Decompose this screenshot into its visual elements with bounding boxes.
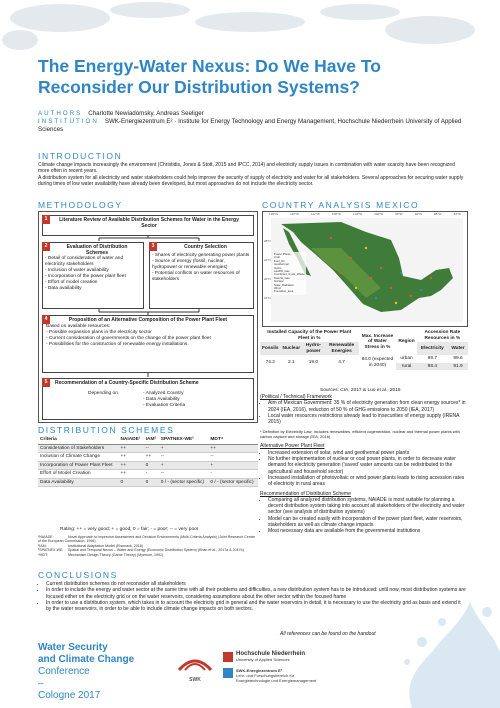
- column-header: Renewable Energies: [329, 343, 355, 354]
- legend-entry: Natural_Gas: [274, 275, 290, 280]
- box-title: Proposition of an Alternative Composition of the Power Plant Fleet: [68, 317, 228, 323]
- definition-note: * Definition by Electricity Law: Includes renewables, efficient cogeneration, nuclear and thermal power plants with carbon capture and storage (IEA, 2016): [260, 429, 460, 440]
- swk-logo-mark: [175, 650, 215, 672]
- table-cell: ++: [118, 461, 143, 470]
- column-header: Electricity: [420, 345, 444, 351]
- hs-logo: [223, 651, 316, 683]
- table-row: [38, 444, 258, 453]
- ez-logo-line: Energietechnologie und Energiemanagement: [236, 678, 317, 683]
- box-number: 5: [42, 378, 50, 387]
- table-cell: 0: [144, 478, 159, 487]
- box-item: - Incorporation of the power plant fleet: [45, 274, 126, 279]
- country-text: [260, 394, 468, 535]
- box-items: [43, 324, 253, 348]
- table-sources: Sources: CIA, 2017 & Luo et al., 2015: [320, 388, 401, 393]
- table-cell: Effort of Model Creation: [38, 470, 118, 479]
- table-cell: 99.7: [427, 356, 438, 361]
- table-cell: 0: [144, 461, 159, 470]
- poster-title: The Energy-Water Nexus: Do We Have To Reconsider Our Distribution Systems?: [38, 56, 381, 97]
- alt-fleet-heading: Alternative Power Plant Fleet: [260, 443, 325, 450]
- table-cell: 0: [118, 478, 143, 487]
- lon-tick: 84°W: [453, 212, 461, 216]
- list-item: • Increased installation of photovoltaic or wind power plants leads to rising accession rates of electricity in rural areas: [268, 475, 468, 488]
- list-item: • Comparing all analyzed distribution systems, NAIADE is most suitable for planning a decent distribution system taking into account all stakeholders of the electricity and water sector (see analysis of distribution systems): [268, 497, 468, 516]
- table-cell: +: [159, 461, 209, 470]
- table-cell: 0 / - (sector specific): [208, 478, 258, 487]
- conclusions-list: [38, 581, 466, 612]
- list-item: • Local water resources restrictions already lead to insecurities of energy supply (IRENA 2015): [268, 413, 468, 426]
- ez-logo-line: Lehr- und Forschungsbereich für: [236, 673, 295, 678]
- ez-logo-name: SWK-Energiezentrum E²: [236, 668, 283, 673]
- box5-depending: Depending on: [88, 391, 118, 396]
- lon-tick: 100°W: [374, 212, 384, 216]
- list-item: • Current distribution schemes do not reconsider all stakeholders: [46, 581, 466, 587]
- table-cell: Incorporation of Power Plant Fleet: [38, 461, 118, 470]
- table-cell: rural: [401, 363, 412, 369]
- list-item: • Aim of Mexican Government: 35 % of electricity generation from clean energy sources* in 2024 (IEA, 2016), reduction of 50 % of GHG emissions to 2050 (IEA, 2017): [268, 400, 468, 413]
- map-lon-ticks: [263, 212, 467, 216]
- box-number: 1: [42, 215, 50, 224]
- table-cell: --: [144, 444, 159, 453]
- footnote: [38, 553, 258, 557]
- mexico-map: [262, 211, 468, 327]
- hs-logo-sub: University of Applied Sciences: [236, 657, 290, 662]
- box-title: Literature Review of Available Distribution Schemes for Water in the Energy Sector: [59, 217, 239, 229]
- column-header: MDT⁴: [208, 436, 258, 444]
- framework-heading: (Political / Technical) Framework: [260, 394, 332, 400]
- method-box-2: [42, 242, 144, 309]
- map-lat-ticks: [264, 232, 271, 308]
- lat-tick: 24°N: [264, 258, 271, 262]
- method-box-3: [149, 242, 254, 309]
- table-cell: Data Availability: [38, 478, 118, 487]
- table-cell: 84.0 (expected in 2040): [361, 357, 394, 368]
- legend-entry: Nuclear: [274, 279, 284, 284]
- list-item: • Increased extension of solar, wind and geothermal power plants: [268, 450, 468, 456]
- table-cell: ++: [208, 444, 258, 453]
- method-box-5: [42, 378, 254, 420]
- footnote: [38, 535, 258, 544]
- legend-entry: Solar_Radiation: [274, 282, 294, 287]
- table-cell: ++: [118, 453, 143, 462]
- lon-tick: 112°W: [311, 212, 320, 216]
- methodology-flow: [38, 211, 258, 423]
- capacity-header: Installed Capacity of the Power Plant Fleet in %: [267, 330, 352, 341]
- distribution-table: [38, 436, 258, 487]
- table-cell: ++: [118, 444, 143, 453]
- table-cell: --: [159, 453, 209, 462]
- rating-legend: Rating: ++ = very good; + = good; 0 = fair; - = poor; -- = very poor: [60, 527, 199, 532]
- capacity-table: [260, 329, 468, 370]
- distribution-heading: DISTRIBUTION SCHEMES: [38, 425, 175, 435]
- table-cell: 4.7: [338, 359, 345, 365]
- table-cell: --: [208, 453, 258, 462]
- table-cell: 19.0: [308, 359, 319, 365]
- table-cell: +: [208, 461, 258, 470]
- box-item: - Possible expansion plans in the electricity sector: [46, 330, 152, 335]
- lat-tick: 28°N: [264, 239, 271, 243]
- table-row: [260, 355, 468, 363]
- box-item: - Effort of model creation: [45, 280, 98, 285]
- box-number: 4: [42, 315, 50, 324]
- conference-block: [38, 642, 134, 702]
- column-header: Hydro-power: [305, 343, 322, 354]
- list-item: • No further implementation of nuclear or coal power plants, in order to decrease water demand for electricity generation ('saved' water amounts can be redistributed to the agricultural and household sector): [268, 456, 468, 475]
- column-header: Water: [451, 345, 465, 351]
- legend-entry: Combined_Cycle_Waste: [274, 272, 305, 277]
- country-heading: COUNTRY ANALYSIS MEXICO: [262, 200, 420, 210]
- swk-logo: [175, 650, 215, 683]
- table-cell: 98.4: [427, 363, 438, 369]
- authors-names: Charlotte Newiadomsky, Andreas Seeliger: [88, 110, 204, 117]
- conclusions-heading: CONCLUSIONS: [38, 570, 118, 580]
- box-number: 3: [149, 242, 157, 251]
- method-box-4: [42, 315, 254, 373]
- authors-label: AUTHORS: [38, 110, 83, 117]
- table-cell: ++: [144, 453, 159, 462]
- conference-line: Cologne 2017: [38, 690, 101, 701]
- column-header: Nuclear: [282, 345, 301, 351]
- lat-tick: 16°N: [264, 296, 271, 300]
- conference-line: Water Security: [38, 642, 108, 653]
- lon-tick: 104°W: [353, 212, 363, 216]
- footnote-text: Novel Approach to Imprecise Assessment and Decision Environments (Multi-Criteria Analysis) (Joint Research Centre of the European Commission, 1996): [38, 535, 255, 544]
- swk-logo-text: SWK: [189, 677, 201, 683]
- table-cell: 0 / - (sector specific): [159, 478, 209, 487]
- legend-entry: Power Plants: [274, 252, 291, 256]
- box-item: - Shares of electricity generating power plants: [152, 253, 250, 258]
- box-item: - Data Availability: [143, 397, 180, 402]
- box-item: Based on available resources:: [46, 324, 111, 329]
- list-item: • Model can be created easily with incorporation of the power plant fleet, water reservoirs, stakeholders as well as climate change impacts: [268, 516, 468, 529]
- legend-entry: Wind: [274, 286, 281, 291]
- table-cell: Inclusion of Climate Change: [38, 453, 118, 462]
- institution-name: SWK-Energiezentrum E² · Institute for Energy Technology and Energy Management, Hochschule Niederrhein University of Applied Sciences: [38, 118, 462, 133]
- box-item: - Inclusion of water availability: [45, 268, 109, 273]
- references-note: All references can be found on the handout: [280, 631, 376, 637]
- conference-line: and Climate Change: [38, 654, 135, 665]
- ez-logo-square: [223, 668, 233, 678]
- legend-entry: Geothermal: [274, 262, 289, 267]
- footnote-key: ²IAM:: [38, 543, 47, 548]
- institution-label: INSTITUTION: [38, 118, 99, 125]
- table-cell: 74.2: [265, 359, 275, 365]
- footnote-key: ⁴MDT:: [38, 552, 48, 557]
- table-cell: urban: [400, 356, 413, 361]
- introduction-text: [38, 162, 466, 187]
- footnote-text: Institutional Adaptation Model (Eisenack, 2016): [68, 543, 143, 548]
- list-item: • Most necessary data are available from the governmental institutions: [268, 528, 468, 534]
- lon-tick: 88°W: [434, 212, 442, 216]
- table-cell: 91.9: [453, 363, 463, 369]
- hs-logo-square: [223, 652, 233, 662]
- column-header: Criteria: [38, 436, 118, 444]
- rec-list: [260, 497, 468, 535]
- legend-entry: Transition_area: [274, 289, 294, 294]
- legend-entry: Coal: [274, 255, 280, 260]
- legend-entry: Landfill_Gas: [274, 269, 290, 274]
- box-item: - Possibilities for the construction of renewable energy installations.: [46, 342, 189, 347]
- table-cell: --: [159, 470, 209, 479]
- box-item: - Evaluation Criteria: [143, 403, 186, 408]
- conference-line: Conference: [38, 666, 90, 677]
- footnote-key: ¹NAIADE:: [38, 535, 54, 539]
- table-cell: +: [159, 444, 209, 453]
- table-row: [38, 478, 258, 487]
- background-world-texture: [0, 0, 500, 60]
- box-title: Evaluation of Distribution Schemes: [66, 244, 128, 256]
- column-header: SPATNEX-WE³: [159, 436, 209, 444]
- box-item: - Detail of consideration of water and electricity stakeholders: [45, 256, 124, 267]
- region-header: Region: [398, 339, 415, 345]
- column-header: NAIADE¹: [118, 436, 143, 444]
- rec-heading: Recommendation of Distribution Scheme: [260, 490, 351, 497]
- table-cell: -: [208, 470, 258, 479]
- lat-tick: 20°N: [264, 277, 271, 281]
- table-cell: 2.1: [288, 359, 295, 365]
- footnotes: [38, 535, 258, 557]
- box-number: 2: [42, 242, 50, 251]
- footnote-text: Mechanism Design Theory (Game Theory) (Myerson, 1991): [68, 552, 164, 557]
- authors-block: [38, 110, 468, 134]
- accession-header: Accession Rate Resources in %: [424, 330, 461, 341]
- box-item: - Analyzed Country: [143, 391, 184, 396]
- lon-tick: 108°W: [331, 212, 341, 216]
- lon-tick: 120°W: [269, 212, 279, 216]
- box-items: [143, 391, 185, 409]
- methodology-heading: METHODOLOGY: [38, 200, 123, 210]
- column-header: IAM²: [144, 436, 159, 444]
- legend-entry: Fuel_Oil: [274, 258, 285, 263]
- stress-header: Max. Increase of Water Stress in %: [361, 333, 394, 350]
- lon-tick: 96°W: [395, 212, 403, 216]
- box-title: Country Selection: [184, 244, 227, 250]
- introduction-p2: A distribution system for all electricity and water stakeholders could help improve the security of supply of electricity and water for all stakeholders. Several approaches for securing water supply during times of low water availability have already been developed, but most approaches do not include the electricity sector.: [38, 174, 464, 187]
- footnote-key: ³SPATNEX-WE:: [38, 548, 64, 553]
- table-cell: -: [144, 470, 159, 479]
- introduction-p1: Climate change impacts increasingly the environment (Christidis, Jones & Stott, 2015 and IPCC, 2014) and electricity supply issues in combination with water scarcity have been recognized more often in recent years.: [38, 162, 455, 175]
- list-item: • In order to use a distribution system, which takes in to account the electricity grid in general and the water reservoirs in detail, it is necessary to use the electricity grid as basis and extend it by the water reservoirs, in order to be able to include climate change impacts on both sectors.: [46, 600, 466, 613]
- hs-logo-name: Hochschule Niederrhein: [236, 651, 306, 657]
- box-item: - Potential conflicts on water resources of stakeholders: [152, 271, 240, 282]
- table-row: [38, 470, 258, 479]
- legend-entry: Hydro: [274, 265, 282, 270]
- footnote-text: Spatial and Temporal Nexus – Water and Energy (Economic Distribution System) (Khan et al., 2017a & 2017b): [68, 548, 244, 553]
- table-cell: ++: [118, 470, 143, 479]
- box-items: [150, 253, 253, 283]
- column-header: Fossils: [262, 345, 279, 351]
- alt-fleet-list: [260, 450, 468, 488]
- introduction-heading: INTRODUCTION: [38, 151, 123, 161]
- conference-dash: –: [38, 678, 44, 689]
- map-legend: [273, 252, 306, 295]
- framework-list: [260, 400, 468, 425]
- table-row: [38, 461, 258, 470]
- list-item: • In order to include the energy and water sector at the same time with all their problems and difficulties, a new distribution system has to be introduced: until now, most distribution systems are focused either on the electricity grid or on the water reservoirs, considering assumptions about the other sector within the focused frame: [46, 587, 466, 600]
- box-items: [43, 256, 143, 292]
- box-item: - Current consideration of governments on the change of the power plant fleet: [46, 336, 211, 341]
- table-row: [38, 453, 258, 462]
- lon-tick: 92°W: [414, 212, 423, 216]
- table-cell: 99.6: [453, 356, 463, 361]
- box-title: Recommendation of a Country-Specific Distribution Scheme: [55, 380, 199, 386]
- method-box-1: [42, 215, 254, 236]
- table-cell: Consideration of Stakeholders: [38, 444, 118, 453]
- table-header-row: [38, 436, 258, 444]
- box-item: - Source of energy (fossil, nuclear, hydropower or renewable energies): [152, 259, 228, 270]
- box-item: - Data availability: [45, 286, 82, 291]
- lon-tick: 116°W: [290, 212, 299, 216]
